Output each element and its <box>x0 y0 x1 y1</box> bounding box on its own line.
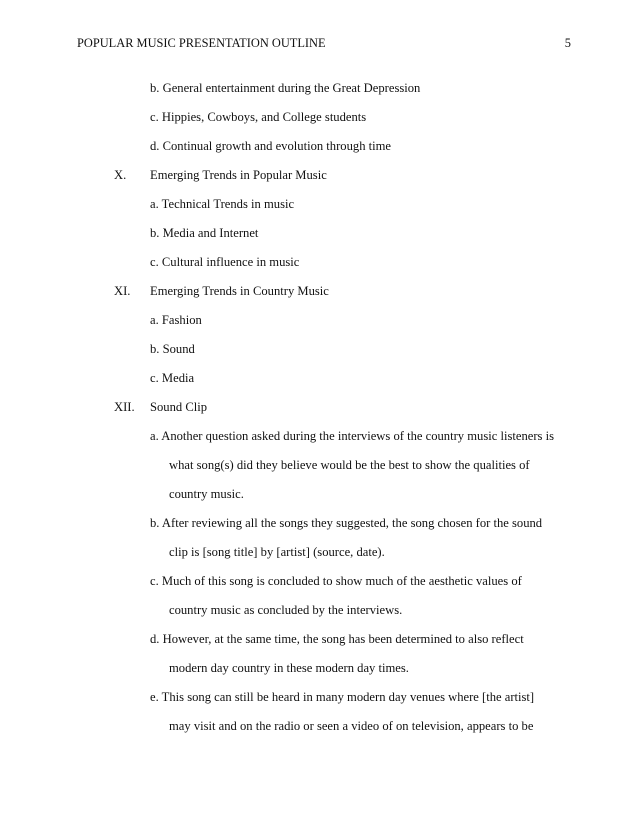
item-label: a. <box>150 429 159 443</box>
item-label: a. <box>150 197 159 211</box>
item-text: Much of this song is concluded to show much of the aesthetic values of <box>161 574 522 588</box>
item-label: c. <box>150 371 159 385</box>
item-text: Continual growth and evolution through time <box>162 139 392 153</box>
outline-item <box>150 573 522 589</box>
item-label: b. <box>150 342 160 356</box>
header-title: POPULAR MUSIC PRESENTATION OUTLINE <box>77 36 326 50</box>
outline-item <box>150 225 258 241</box>
item-text: Sound <box>162 342 195 356</box>
item-label: b. <box>150 226 160 240</box>
section-heading: Emerging Trends in Popular Music <box>150 168 327 182</box>
item-text: Media <box>161 371 195 385</box>
outline-item <box>150 689 534 705</box>
section-numeral: XI. <box>114 284 131 298</box>
section-heading: Sound Clip <box>150 400 208 414</box>
outline-item <box>150 370 194 386</box>
item-text: After reviewing all the songs they suggested, the song chosen for the sound <box>161 516 543 530</box>
page-number: 5 <box>564 36 571 50</box>
outline-item <box>150 196 294 212</box>
running-header <box>77 36 571 54</box>
item-label: d. <box>150 632 160 646</box>
outline-item <box>150 515 542 531</box>
outline-item <box>150 312 202 328</box>
item-label: c. <box>150 574 159 588</box>
item-text: Media and Internet <box>162 226 259 240</box>
section-numeral: XII. <box>114 400 135 414</box>
outline-item <box>150 138 391 154</box>
continuation-line: what song(s) did they believe would be the best to show the qualities of <box>169 458 530 472</box>
item-label: b. <box>150 516 160 530</box>
continuation-line: country music. <box>169 487 244 501</box>
item-text: Fashion <box>161 313 202 327</box>
item-text: This song can still be heard in many modern day venues where [the artist] <box>161 690 535 704</box>
item-text: However, at the same time, the song has been determined to also reflect <box>162 632 524 646</box>
item-text: Cultural influence in music <box>161 255 300 269</box>
item-text: Another question asked during the interviews of the country music listeners is <box>161 429 554 443</box>
item-label: d. <box>150 139 160 153</box>
outline-item <box>150 341 195 357</box>
outline-item <box>150 631 524 647</box>
continuation-line: modern day country in these modern day times. <box>169 661 409 675</box>
item-label: b. <box>150 81 160 95</box>
item-text: Technical Trends in music <box>161 197 295 211</box>
outline-item <box>150 109 366 125</box>
outline-item <box>150 428 554 444</box>
item-label: c. <box>150 255 159 269</box>
continuation-line: may visit and on the radio or seen a video of on television, appears to be <box>169 719 534 733</box>
section-numeral: X. <box>114 168 127 182</box>
item-text: Hippies, Cowboys, and College students <box>161 110 367 124</box>
continuation-line: country music as concluded by the interviews. <box>169 603 403 617</box>
continuation-line: clip is [song title] by [artist] (source, date). <box>169 545 385 559</box>
outline-item <box>150 254 299 270</box>
section-heading: Emerging Trends in Country Music <box>150 284 329 298</box>
outline-item <box>150 80 420 96</box>
item-label: a. <box>150 313 159 327</box>
item-text: General entertainment during the Great Depression <box>162 81 421 95</box>
item-label: e. <box>150 690 159 704</box>
item-label: c. <box>150 110 159 124</box>
